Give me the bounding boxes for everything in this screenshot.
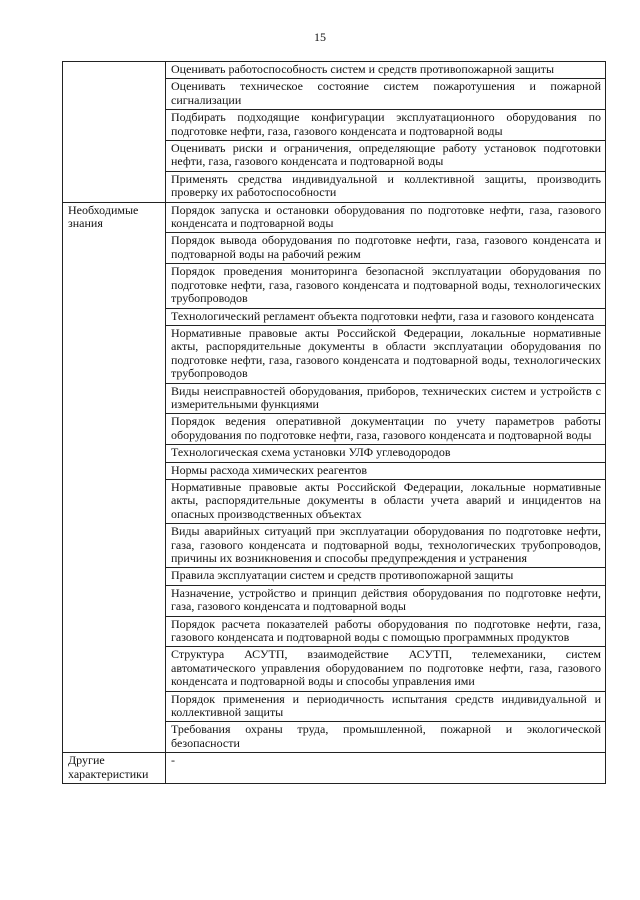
requirement-cell: Виды неисправностей оборудования, приборов, технических систем и устройств с измерительными функциями bbox=[166, 383, 606, 414]
requirement-cell: Оценивать техническое состояние систем пожаротушения и пожарной сигнализации bbox=[166, 79, 606, 110]
requirement-cell: Технологический регламент объекта подготовки нефти, газа и газового конденсата bbox=[166, 308, 606, 325]
requirement-cell: Порядок ведения оперативной документации по учету параметров работы оборудования по подготовке нефти, газа, газового конденсата и подтоварной воды bbox=[166, 414, 606, 445]
requirement-cell: Нормы расхода химических реагентов bbox=[166, 462, 606, 479]
requirement-cell: Порядок расчета показателей работы оборудования по подготовке нефти, газа, газового конденсата и подтоварной воды с помощью программных продуктов bbox=[166, 616, 606, 647]
requirement-cell: Порядок вывода оборудования по подготовке нефти, газа, газового конденсата и подтоварной воды на рабочий режим bbox=[166, 233, 606, 264]
requirements-table bbox=[62, 61, 606, 784]
table-row bbox=[63, 202, 606, 233]
requirement-cell: Виды аварийных ситуаций при эксплуатации оборудования по подготовке нефти, газа, газового конденсата и подтоварной воды, технологических трубопроводов, причины их возникновения и способы предупреждения и устранения bbox=[166, 524, 606, 568]
section-label bbox=[63, 62, 166, 203]
requirement-cell: Порядок применения и периодичность испытания средств индивидуальной и коллективной защиты bbox=[166, 691, 606, 722]
requirement-cell: Правила эксплуатации систем и средств противопожарной защиты bbox=[166, 568, 606, 585]
requirement-cell: Оценивать риски и ограничения, определяющие работу установок подготовки нефти, газа, газового конденсата и подтоварной воды bbox=[166, 141, 606, 172]
requirement-cell: Нормативные правовые акты Российской Федерации, локальные нормативные акты, распорядительные документы в области эксплуатации оборудования по подготовке нефти, газа, газового конденсата и подтоварной воды, технологических трубопроводов bbox=[166, 325, 606, 383]
requirement-cell: Технологическая схема установки УЛФ углеводородов bbox=[166, 445, 606, 462]
table-row bbox=[63, 62, 606, 79]
requirement-cell: Назначение, устройство и принцип действия оборудования по подготовке нефти, газа, газового конденсата и подтоварной воды bbox=[166, 585, 606, 616]
requirement-cell: Подбирать подходящие конфигурации эксплуатационного оборудования по подготовке нефти, газа, газового конденсата и подтоварной воды bbox=[166, 110, 606, 141]
requirement-cell: Нормативные правовые акты Российской Федерации, локальные нормативные акты, распорядительные документы в области учета аварий и инцидентов на опасных производственных объектах bbox=[166, 479, 606, 523]
page-number: 15 bbox=[314, 30, 326, 44]
requirement-cell: Применять средства индивидуальной и коллективной защиты, производить проверку их работоспособности bbox=[166, 171, 606, 202]
table-row bbox=[63, 753, 606, 784]
section-label: Другие характеристики bbox=[63, 753, 166, 784]
section-label: Необходимые знания bbox=[63, 202, 166, 753]
requirement-cell: Порядок запуска и остановки оборудования по подготовке нефти, газа, газового конденсата и подтоварной воды bbox=[166, 202, 606, 233]
requirement-cell: Структура АСУТП, взаимодействие АСУТП, телемеханики, систем автоматического управления оборудованием по подготовке нефти, газа, газового конденсата и подтоварной воды и способы управления ими bbox=[166, 647, 606, 691]
requirement-cell: Порядок проведения мониторинга безопасной эксплуатации оборудования по подготовке нефти, газа, газового конденсата и подтоварной воды, технологических трубопроводов bbox=[166, 264, 606, 308]
requirement-cell: Требования охраны труда, промышленной, пожарной и экологической безопасности bbox=[166, 722, 606, 753]
requirement-cell: Оценивать работоспособность систем и средств противопожарной защиты bbox=[166, 62, 606, 79]
requirement-cell: - bbox=[166, 753, 606, 784]
